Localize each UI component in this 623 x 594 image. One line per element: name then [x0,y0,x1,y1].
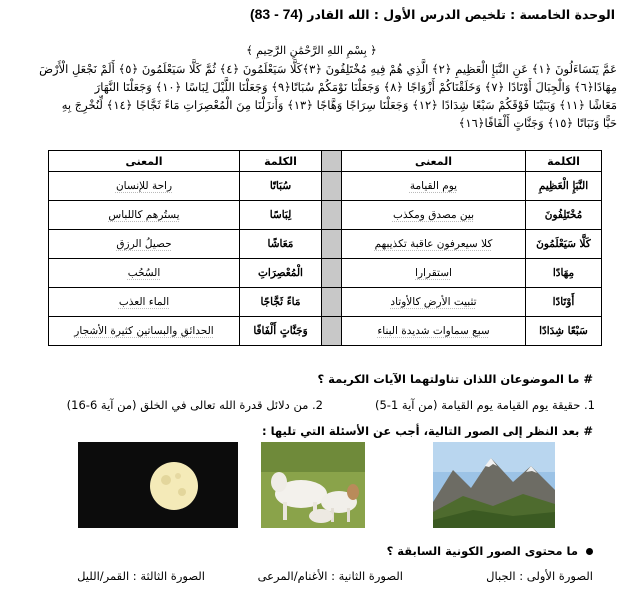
verses-block [5,60,617,132]
word-cell: كَلَّا سَيَعْلَمُونَ [526,230,602,259]
table-separator [322,201,342,230]
word-cell: الْمُعْصِرَاتِ [240,259,322,288]
table-separator [322,317,342,346]
meaning-cell: سبع سماوات شديدة البناء [342,317,526,346]
meaning-cell: كلا سيعرفون عاقبة تكذيبهم [342,230,526,259]
meaning-cell: الماء العذب [49,288,240,317]
mountains-illustration [433,442,555,528]
mountains-photo [433,442,555,528]
meaning-cell: الحدائق والبساتين كثيرة الأشجار [49,317,240,346]
table-row [49,259,602,288]
word-cell: مُخْتَلِفُونَ [526,201,602,230]
verses-range: (74 - 83) [249,6,303,22]
verse-line: مِهَادًا﴿٦﴾ وَالْجِبَالَ أَوْتَادًا ﴿٧﴾ وَخَلَقْنَاكُمْ أَزْوَاجًا ﴿٨﴾ وَجَعَلْنَا نَوْمَكُمْ سُبَاتًا﴿٩﴾ وَجَعَلْنَا اللَّيْلَ لِبَاسًا ﴿١٠﴾ وَجَعَلْنَا النَّهَارَ [94,80,617,94]
word-cell: مِهَادًا [526,259,602,288]
question-topics: # ما الموضوعان اللذان تناولتهما الآيات الكريمة ؟ [317,372,593,386]
table-separator [322,288,342,317]
verse-line: عَمَّ يَتَسَاءَلُونَ ﴿١﴾ عَنِ النَّبَإِ الْعَظِيمِ ﴿٢﴾ الَّذِي هُمْ فِيهِ مُخْتَلِفُونَ ﴿٣﴾كَلَّا سَيَعْلَمُونَ ﴿٤﴾ ثُمَّ كَلَّا سَيَعْلَمُونَ ﴿٥﴾ أَلَمْ نَجْعَلِ الْأَرْضَ [39,62,617,76]
answer-image-3: الصورة الثالثة : القمر/الليل [77,569,205,583]
meaning-cell: بين مصدق ومكذب [342,201,526,230]
answer-image-2: الصورة الثانية : الأغنام/المرعى [257,569,403,583]
word-cell: لِبَاسًا [240,201,322,230]
answer-topic-2: 2. من دلائل قدرة الله تعالى في الخلق (من آية 6-16) [66,398,323,412]
word-cell: سَبْعًا شِدَادًا [526,317,602,346]
header-word: الكلمة [526,151,602,172]
question-content [387,544,593,558]
header-word: الكلمة [240,151,322,172]
basmala: ﴿ بِسْمِ اللهِ الرَّحْمَٰنِ الرَّحِيمِ ﴾ [246,44,377,57]
page-title [10,6,615,22]
table-row [49,317,602,346]
table-separator [322,230,342,259]
lesson-label: تلخيص الدرس الأول : [373,7,506,22]
table-separator [322,151,342,172]
meaning-cell: تثبيت الأرض كالأوتاد [342,288,526,317]
moon-illustration [78,442,238,528]
vocabulary-table [48,150,602,346]
header-meaning: المعنى [49,151,240,172]
unit-label: الوحدة الخامسة : [510,7,615,22]
meaning-cell: السُحُب [49,259,240,288]
question-content-text: ما محتوى الصور الكونية السابقة ؟ [386,544,578,558]
table-row [49,230,602,259]
table-separator [322,259,342,288]
word-cell: وَجَنَّاتٍ أَلْفَافًا [240,317,322,346]
answer-topic-1: 1. حقيقة يوم القيامة يوم القيامة (من آية 1-5) [374,398,595,412]
table-row [49,201,602,230]
word-cell: سُبَاتًا [240,172,322,201]
goats-photo [261,442,365,528]
moon-photo [78,442,238,528]
meaning-cell: يستُرهم كاللباس [49,201,240,230]
meaning-cell: استقرارا [342,259,526,288]
meaning-cell: حصيلُ الرزق [49,230,240,259]
table-separator [322,172,342,201]
word-cell: مَعَاشًا [240,230,322,259]
table-row [49,288,602,317]
meaning-cell: راحة للإنسان [49,172,240,201]
answer-image-1: الصورة الأولى : الجبال [486,569,593,583]
word-cell: أَوْتَادًا [526,288,602,317]
lesson-name: الله القادر [307,7,370,22]
word-cell: النَّبَإِ الْعَظِيمِ [526,172,602,201]
word-cell: مَاءً ثَجَّاجًا [240,288,322,317]
bullet-icon [586,548,593,555]
question-images: # بعد النظر إلى الصور التالية، أجب عن الأسئلة التي تليها : [262,424,593,438]
verse-line: مَعَاشًا ﴿١١﴾ وَبَنَيْنَا فَوْقَكُمْ سَبْعًا شِدَادًا ﴿١٢﴾ وَجَعَلْنَا سِرَاجًا وَهَّاجًا ﴿١٣﴾ وَأَنزَلْنَا مِنَ الْمُعْصِرَاتِ مَاءً ثَجَّاجًا ﴿١٤﴾ لِّنُخْرِجَ بِهِ [61,98,617,112]
header-meaning: المعنى [342,151,526,172]
goats-illustration [261,442,365,528]
table-header-row [49,151,602,172]
verse-line: حَبًّا وَنَبَاتًا ﴿١٥﴾ وَجَنَّاتٍ أَلْفَافًا﴿١٦﴾ [458,116,617,130]
table-row [49,172,602,201]
meaning-cell: يوم القيامة [342,172,526,201]
